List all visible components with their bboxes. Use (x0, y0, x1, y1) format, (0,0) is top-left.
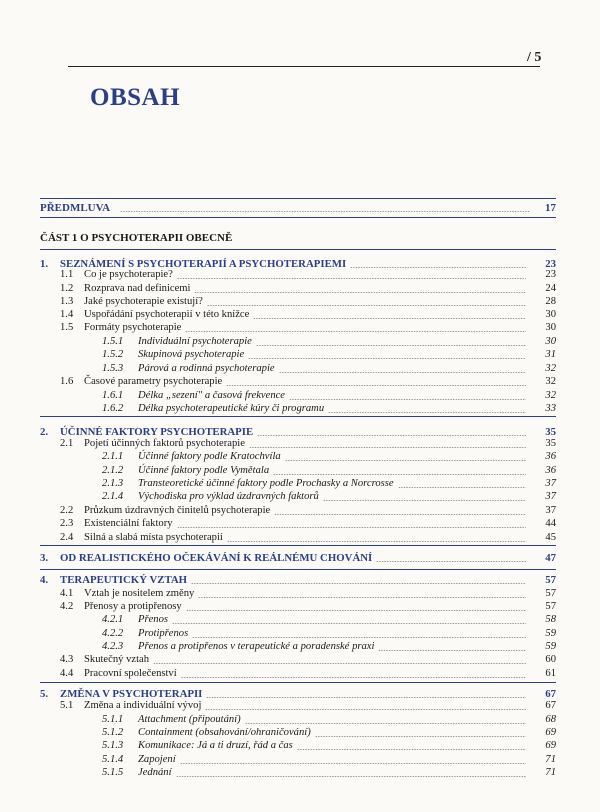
toc-entry-text: Attachment (připoutání) (138, 714, 241, 725)
toc-entry-number: 2.2 (60, 505, 74, 516)
toc-entry-page: 57 (545, 601, 556, 612)
toc-entry (0, 308, 600, 322)
toc-entry (0, 282, 600, 296)
dot-leader (120, 211, 530, 212)
toc-entry-number: 1.5.1 (102, 336, 124, 347)
dot-leader (177, 278, 526, 279)
toc-entry-text: OD REALISTICKÉHO OČEKÁVÁNÍ K REÁLNÉMU CHOVÁNÍ (60, 552, 373, 564)
toc-entry-text: Transteoretické účinné faktory podle Prochasky a Norcrosse (138, 478, 394, 489)
toc-entry-number: 2. (40, 426, 49, 438)
toc-entry (0, 766, 600, 780)
toc-entry-text: TERAPEUTICKÝ VZTAH (60, 574, 188, 586)
toc-entry-number: 4. (40, 574, 49, 586)
toc-entry (0, 600, 600, 614)
toc-entry (0, 753, 600, 767)
toc-entry (0, 667, 600, 681)
toc-entry-number: 4.3 (60, 654, 74, 665)
toc-entry-page: 32 (545, 363, 556, 374)
toc-entry (0, 551, 600, 565)
toc-entry (0, 348, 600, 362)
toc-entry (0, 389, 600, 403)
toc-entry-text: Délka psychoterapeutické kúry či programu (138, 403, 325, 414)
toc-entry-number: 5.1 (60, 700, 74, 711)
toc-entry-number: 1.6 (60, 376, 74, 387)
dot-leader (245, 723, 526, 724)
toc-entry-number: 2.1.1 (102, 451, 124, 462)
toc-entry-number: 4.4 (60, 668, 74, 679)
toc-entry-number: 5.1.3 (102, 740, 124, 751)
dot-leader (376, 561, 526, 562)
dot-leader (328, 412, 526, 413)
toc-entry-number: 4.2 (60, 601, 74, 612)
toc-entry-text: Jaké psychoterapie existují? (84, 296, 203, 307)
toc-entry-number: 2.4 (60, 532, 74, 543)
dot-leader (248, 358, 526, 359)
toc-entry-number: 1.5 (60, 322, 74, 333)
toc-entry-number: 4.2.1 (102, 614, 124, 625)
toc-entry-text: Skutečný vztah (84, 654, 150, 665)
dot-leader (315, 736, 526, 737)
toc-entry-page: 35 (545, 426, 556, 438)
toc-entry-number: 1.6.2 (102, 403, 124, 414)
dot-leader (186, 610, 526, 611)
toc-entry-text: Párová a rodinná psychoterapie (138, 363, 275, 374)
dot-leader (323, 500, 526, 501)
dot-leader (227, 541, 526, 542)
toc-entry-page: 67 (545, 700, 556, 711)
header-rule (68, 66, 540, 67)
toc-entry-text: Vztah je nositelem změny (84, 588, 195, 599)
dot-leader (273, 474, 526, 475)
dot-leader (256, 345, 526, 346)
toc-entry-page: 35 (545, 438, 556, 449)
toc-entry (0, 726, 600, 740)
dot-leader (226, 385, 526, 386)
toc-entry-text: Přenos (138, 614, 169, 625)
toc-entry (0, 504, 600, 518)
dot-leader (398, 487, 526, 488)
dot-leader (185, 331, 526, 332)
toc-entry-text: PŘEDMLUVA (40, 202, 111, 214)
toc-entry-text: Přenos a protipřenos v terapeutické a poradenské praxi (138, 641, 375, 652)
toc-entry-page: 24 (545, 283, 556, 294)
toc-entry-page: 37 (545, 505, 556, 516)
toc-entry (0, 613, 600, 627)
dot-leader (206, 697, 526, 698)
toc-entry (0, 713, 600, 727)
toc-entry-page: 44 (545, 518, 556, 529)
toc-entry-number: 2.1 (60, 438, 74, 449)
toc-entry-text: SEZNÁMENÍ S PSYCHOTERAPIÍ A PSYCHOTERAPIEMI (60, 258, 347, 270)
toc-entry (0, 587, 600, 601)
toc-entry-number: 1.5.2 (102, 349, 124, 360)
dot-leader (180, 763, 526, 764)
dot-leader (249, 447, 526, 448)
toc-entry-page: 59 (545, 628, 556, 639)
toc-entry-number: 4.1 (60, 588, 74, 599)
toc-entry-number: 1.6.1 (102, 390, 124, 401)
toc-entry (0, 477, 600, 491)
toc-entry-page: 47 (545, 552, 556, 564)
toc-entry-page: 45 (545, 532, 556, 543)
toc-entry-number: 5.1.1 (102, 714, 124, 725)
toc-entry-page: 61 (545, 668, 556, 679)
toc-entry-text: Containment (obsahování/ohraničování) (138, 727, 311, 738)
part-heading: ČÁST 1 O PSYCHOTERAPII OBECNĚ (40, 232, 233, 244)
divider (40, 198, 556, 199)
toc-entry-text: Zapojení (138, 754, 176, 765)
toc-entry-number: 2.1.2 (102, 465, 124, 476)
toc-entry-page: 71 (545, 754, 556, 765)
dot-leader (378, 650, 526, 651)
toc-entry (0, 402, 600, 416)
toc-entry-number: 5.1.2 (102, 727, 124, 738)
toc-entry-number: 2.1.3 (102, 478, 124, 489)
toc-entry-text: Rozprava nad definicemi (84, 283, 191, 294)
dot-leader (253, 318, 526, 319)
toc-entry-text: Protipřenos (138, 628, 189, 639)
toc-entry-page: 68 (545, 714, 556, 725)
dot-leader (279, 372, 526, 373)
toc-entry-text: ÚČINNÉ FAKTORY PSYCHOTERAPIE (60, 426, 254, 438)
toc-entry-number: 2.3 (60, 518, 74, 529)
toc-entry-page: 36 (545, 451, 556, 462)
toc-entry-page: 36 (545, 465, 556, 476)
toc-entry-text: Účinné faktory podle Kratochvíla (138, 451, 281, 462)
toc-entry-page: 60 (545, 654, 556, 665)
dot-leader (198, 597, 526, 598)
divider (40, 569, 556, 570)
toc-entry-text: Co je psychoterapie? (84, 269, 173, 280)
toc-entry (0, 640, 600, 654)
toc-entry-text: Pracovní společenství (84, 668, 177, 679)
toc-entry (0, 573, 600, 587)
toc-entry (0, 627, 600, 641)
toc-entry-page: 30 (545, 309, 556, 320)
toc-entry-number: 1.4 (60, 309, 74, 320)
toc-entry (0, 321, 600, 335)
toc-entry-page: 28 (545, 296, 556, 307)
toc-entry-text: Východiska pro výklad úzdravných faktorů (138, 491, 319, 502)
toc-entry-number: 5. (40, 688, 49, 700)
toc-entry-text: Přenosy a protipřenosy (84, 601, 182, 612)
toc-entry (0, 375, 600, 389)
toc-entry-number: 3. (40, 552, 49, 564)
dot-leader (177, 527, 526, 528)
toc-entry-page: 23 (545, 258, 556, 270)
toc-entry-number: 1.3 (60, 296, 74, 307)
toc-entry-text: Časové parametry psychoterapie (84, 376, 223, 387)
toc-entry-number: 1. (40, 258, 49, 270)
dot-leader (207, 305, 526, 306)
toc-entry-text: Skupinová psychoterapie (138, 349, 245, 360)
dot-leader (172, 623, 526, 624)
toc-entry (0, 739, 600, 753)
toc-entry-text: Délka „sezení" a časová frekvence (138, 390, 286, 401)
dot-leader (191, 583, 526, 584)
toc-entry-text: Komunikace: Já a ti druzí, řád a čas (138, 740, 293, 751)
toc-entry-text: Jednání (138, 767, 172, 778)
dot-leader (257, 435, 526, 436)
divider (40, 249, 556, 250)
toc-entry-number: 4.2.3 (102, 641, 124, 652)
toc-entry-page: 33 (545, 403, 556, 414)
toc-foreword (40, 201, 556, 215)
toc-entry (0, 531, 600, 545)
toc-entry (0, 517, 600, 531)
toc-entry-number: 5.1.4 (102, 754, 124, 765)
page-number: / 5 (527, 50, 542, 65)
toc-entry-text: Pojetí účinných faktorů psychoterapie (84, 438, 245, 449)
toc-entry-page: 71 (545, 767, 556, 778)
toc-entry (0, 335, 600, 349)
toc-entry (0, 437, 600, 451)
toc-entry (0, 464, 600, 478)
toc-entry-page: 37 (545, 491, 556, 502)
toc-entry-page: 30 (545, 322, 556, 333)
dot-leader (285, 460, 526, 461)
dot-leader (192, 637, 526, 638)
toc-entry-number: 1.5.3 (102, 363, 124, 374)
toc-entry-text: Účinné faktory podle Vymětala (138, 465, 270, 476)
toc-entry-text: Průzkum úzdravných činitelů psychoterapie (84, 505, 271, 516)
toc-entry (0, 653, 600, 667)
toc-entry-page: 30 (545, 336, 556, 347)
toc-entry-page: 32 (545, 390, 556, 401)
dot-leader (289, 399, 526, 400)
dot-leader (181, 677, 526, 678)
toc-entry-text: ZMĚNA V PSYCHOTERAPII (60, 688, 203, 700)
divider (40, 545, 556, 546)
divider (40, 217, 556, 218)
toc-entry-number: 4.2.2 (102, 628, 124, 639)
toc-entry (0, 699, 600, 713)
toc-entry-text: Silná a slabá místa psychoterapií (84, 532, 223, 543)
dot-leader (274, 514, 526, 515)
toc-entry-number: 1.2 (60, 283, 74, 294)
toc-entry (0, 295, 600, 309)
dot-leader (153, 663, 526, 664)
toc-entry-text: Individuální psychoterapie (138, 336, 252, 347)
toc-entry-page: 58 (545, 614, 556, 625)
toc-entry-page: 69 (545, 740, 556, 751)
toc-entry-number: 5.1.5 (102, 767, 124, 778)
toc-entry-page: 23 (545, 269, 556, 280)
toc-entry-page: 69 (545, 727, 556, 738)
dot-leader (176, 776, 526, 777)
toc-entry-page: 37 (545, 478, 556, 489)
toc-entry-page: 31 (545, 349, 556, 360)
toc-entry-text: Změna a individuální vývoj (84, 700, 202, 711)
toc-entry-text: Uspořádání psychoterapií v této knížce (84, 309, 250, 320)
toc-entry (0, 268, 600, 282)
toc-entry (0, 362, 600, 376)
toc-entry-number: 2.1.4 (102, 491, 124, 502)
toc-entry-page: 57 (545, 574, 556, 586)
toc-entry (0, 490, 600, 504)
toc-entry-page: 67 (545, 688, 556, 700)
toc-entry-number: 1.1 (60, 269, 74, 280)
toc-entry-page: 57 (545, 588, 556, 599)
page-title: OBSAH (90, 84, 181, 111)
toc-entry-text: Existenciální faktory (84, 518, 173, 529)
dot-leader (297, 749, 526, 750)
dot-leader (194, 292, 526, 293)
toc-entry (0, 450, 600, 464)
toc-entry-text: Formáty psychoterapie (84, 322, 182, 333)
toc-entry-page: 32 (545, 376, 556, 387)
divider (40, 682, 556, 683)
dot-leader (205, 709, 526, 710)
toc-entry-page: 59 (545, 641, 556, 652)
toc-entry-page: 17 (545, 202, 556, 214)
divider (40, 416, 556, 417)
